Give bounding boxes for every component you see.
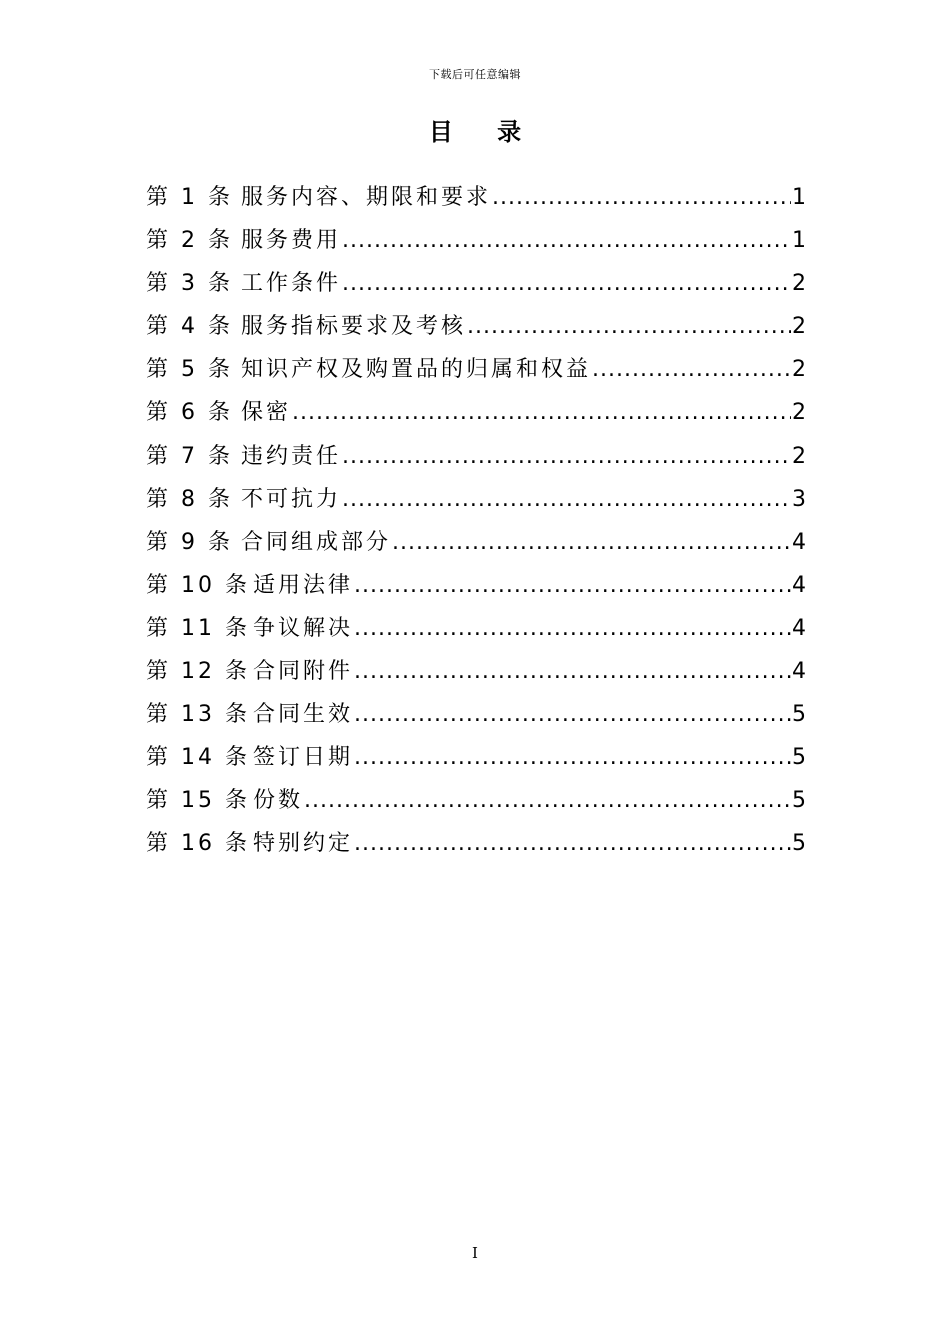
toc-entry-page: 2: [792, 443, 806, 469]
toc-entry-title: 服务指标要求及考核: [241, 314, 467, 340]
toc-entry-page: 5: [792, 831, 806, 857]
toc-entry-number: 第 16 条: [146, 831, 250, 857]
toc-entry-page: 2: [792, 400, 806, 426]
toc-entry-title: 服务内容、期限和要求: [241, 185, 492, 210]
toc-dot-leader: [392, 530, 791, 555]
toc-entry-title: 合同附件: [253, 659, 354, 685]
toc-entry-title: 服务费用: [241, 228, 342, 254]
toc-entry-number: 第 6 条: [146, 400, 233, 426]
table-of-contents: [146, 180, 806, 870]
toc-entry[interactable]: [146, 783, 806, 826]
toc-entry-title: 合同组成部分: [241, 529, 392, 555]
toc-dot-leader: [342, 228, 791, 253]
toc-entry[interactable]: [146, 482, 806, 525]
toc-entry-page: 5: [792, 702, 806, 728]
toc-entry-page: 2: [792, 357, 806, 383]
toc-entry-number: 第 10 条: [146, 572, 250, 598]
toc-entry[interactable]: [146, 395, 806, 438]
toc-entry[interactable]: [146, 223, 806, 266]
page-title: 目 录: [428, 118, 540, 146]
toc-entry[interactable]: [146, 568, 806, 611]
toc-entry-number: 第 8 条: [146, 486, 233, 512]
toc-entry-number: 第 4 条: [146, 314, 233, 340]
toc-dot-leader: [354, 659, 791, 684]
toc-dot-leader: [354, 745, 791, 770]
header-note: 下载后可任意编辑: [429, 68, 521, 81]
toc-dot-leader: [467, 314, 791, 339]
toc-entry-number: 第 1 条: [146, 185, 233, 210]
toc-entry[interactable]: [146, 180, 806, 223]
toc-entry-title: 工作条件: [241, 271, 342, 297]
toc-dot-leader: [342, 487, 791, 512]
toc-entry-title: 签订日期: [253, 745, 354, 771]
toc-entry[interactable]: [146, 266, 806, 309]
toc-entry-page: 5: [792, 745, 806, 771]
toc-dot-leader: [354, 702, 791, 727]
toc-dot-leader: [592, 357, 791, 382]
toc-entry-title: 知识产权及购置品的归属和权益: [241, 357, 592, 383]
toc-entry-page: 4: [792, 572, 806, 598]
toc-entry-title: 争议解决: [253, 615, 354, 641]
toc-entry-page: 2: [792, 271, 806, 297]
toc-dot-leader: [292, 400, 791, 425]
toc-entry-number: 第 13 条: [146, 702, 250, 728]
toc-dot-leader: [342, 271, 791, 296]
toc-entry-page: 3: [792, 486, 806, 512]
toc-entry-page: 2: [792, 314, 806, 340]
toc-entry[interactable]: [146, 309, 806, 352]
toc-entry-title: 保密: [241, 400, 292, 426]
toc-entry[interactable]: [146, 697, 806, 740]
toc-entry-page: 1: [792, 185, 806, 210]
toc-entry-page: 4: [792, 529, 806, 555]
toc-entry-number: 第 5 条: [146, 357, 233, 383]
toc-entry-page: 4: [792, 615, 806, 641]
toc-entry-number: 第 3 条: [146, 271, 233, 297]
toc-entry-number: 第 12 条: [146, 659, 250, 685]
toc-entry[interactable]: [146, 439, 806, 482]
toc-entry-page: 4: [792, 659, 806, 685]
toc-entry[interactable]: [146, 654, 806, 697]
toc-entry-title: 份数: [253, 788, 304, 814]
toc-dot-leader: [304, 788, 791, 813]
toc-entry-page: 1: [792, 228, 806, 254]
toc-entry-number: 第 15 条: [146, 788, 250, 814]
toc-entry-title: 特别约定: [253, 831, 354, 857]
toc-dot-leader: [354, 573, 791, 598]
toc-entry[interactable]: [146, 740, 806, 783]
toc-entry[interactable]: [146, 611, 806, 654]
toc-entry-number: 第 11 条: [146, 615, 250, 641]
toc-entry[interactable]: [146, 826, 806, 869]
toc-entry-number: 第 14 条: [146, 745, 250, 771]
toc-dot-leader: [492, 185, 791, 210]
toc-entry[interactable]: [146, 525, 806, 568]
toc-entry-title: 不可抗力: [241, 486, 342, 512]
toc-entry-number: 第 9 条: [146, 529, 233, 555]
toc-dot-leader: [354, 831, 791, 856]
toc-entry-title: 适用法律: [253, 572, 354, 598]
toc-entry-number: 第 2 条: [146, 228, 233, 254]
toc-entry-page: 5: [792, 788, 806, 814]
toc-entry-title: 违约责任: [241, 443, 342, 469]
toc-entry[interactable]: [146, 352, 806, 395]
toc-dot-leader: [354, 616, 791, 641]
toc-entry-title: 合同生效: [253, 702, 354, 728]
page-number: I: [472, 1244, 478, 1262]
toc-dot-leader: [342, 444, 791, 469]
toc-entry-number: 第 7 条: [146, 443, 233, 469]
